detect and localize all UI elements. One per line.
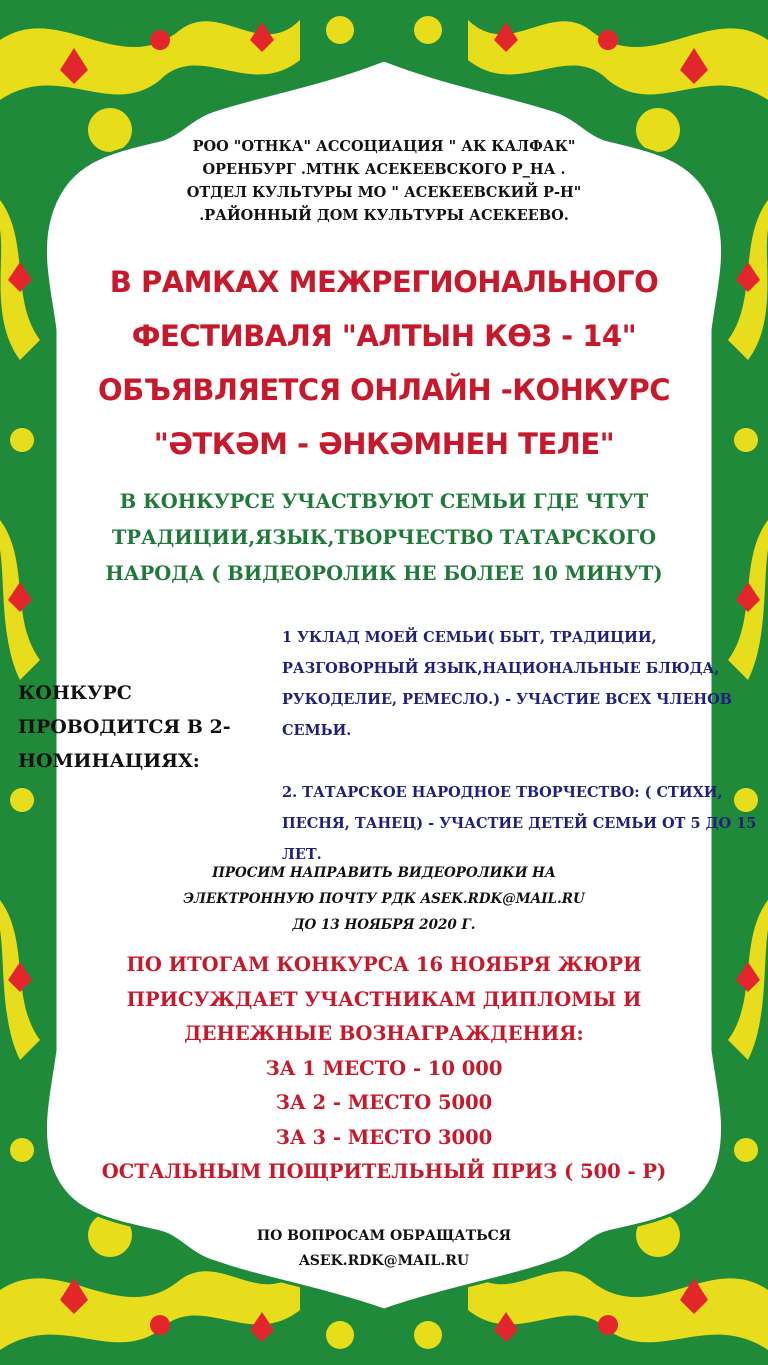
submission-instructions: ПРОСИМ НАПРАВИТЬ ВИДЕОРОЛИКИ НА ЭЛЕКТРОННУЮ ПОЧТУ РДК ASEK.RDK@MAIL.RU ДО 13 НОЯБРЯ 2020 Г. xyxy=(183,865,585,933)
contest-title: В РАМКАХ МЕЖРЕГИОНАЛЬНОГО ФЕСТИВАЛЯ "АЛТЫН КӨЗ - 14" ОБЪЯВЛЯЕТСЯ ОНЛАЙН -КОНКУРС "ӘТКӘМ - ӘНКӘМНЕН ТЕЛЕ" xyxy=(97,265,670,461)
nominations-label: КОНКУРС ПРОВОДИТСЯ В 2-НОМИНАЦИЯХ: xyxy=(18,682,231,772)
prize-1st: ЗА 1 МЕСТО - 10 000 xyxy=(265,1056,503,1080)
contact-email[interactable]: ASEK.RDK@MAIL.RU xyxy=(298,1253,470,1269)
prize-2nd: ЗА 2 - МЕСТО 5000 xyxy=(275,1091,493,1114)
nomination-item-2: 2. ТАТАРСКОЕ НАРОДНОЕ ТВОРЧЕСТВО: ( СТИХИ, ПЕСНЯ, ТАНЕЦ) - УЧАСТИЕ ДЕТЕЙ СЕМЬИ ОТ 5 ДО 15 ЛЕТ. xyxy=(282,784,757,863)
organizers-header: РОО "ОТНКА" АССОЦИАЦИЯ " АК КАЛФАК" ОРЕНБУРГ .МТНК АСЕКЕЕВСКОГО Р_НА . ОТДЕЛ КУЛЬТУРЫ МО " АСЕКЕЕВСКИЙ Р-Н" .РАЙОННЫЙ ДОМ КУЛЬТУРЫ АСЕКЕЕВО. xyxy=(186,138,582,224)
results-block xyxy=(60,948,708,1190)
results-intro: ПО ИТОГАМ КОНКУРСА 16 НОЯБРЯ ЖЮРИ ПРИСУЖДАЕТ УЧАСТНИКАМ ДИПЛОМЫ И ДЕНЕЖНЫЕ ВОЗНАГРАЖДЕНИЯ: xyxy=(126,953,642,1045)
prize-others: ОСТАЛЬНЫМ ПОЩРИТЕЛЬНЫЙ ПРИЗ ( 500 - Р) xyxy=(101,1160,667,1183)
contest-intro: В КОНКУРСЕ УЧАСТВУЮТ СЕМЬИ ГДЕ ЧТУТ ТРАДИЦИИ,ЯЗЫК,ТВОРЧЕСТВО ТАТАРСКОГО НАРОДА ( ВИДЕОРОЛИК НЕ БОЛЕЕ 10 МИНУТ) xyxy=(105,490,663,585)
contact-label: ПО ВОПРОСАМ ОБРАЩАТЬСЯ xyxy=(256,1228,512,1244)
prize-3rd: ЗА 3 - МЕСТО 3000 xyxy=(275,1125,493,1149)
nomination-item-1: 1 УКЛАД МОЕЙ СЕМЬИ( БЫТ, ТРАДИЦИИ, РАЗГОВОРНЫЙ ЯЗЫК,НАЦИОНАЛЬНЫЕ БЛЮДА, РУКОДЕЛИЕ, РЕМЕСЛО.) - УЧАСТИЕ ВСЕХ ЧЛЕНОВ СЕМЬИ. xyxy=(282,629,732,739)
contact-block xyxy=(184,1224,584,1274)
